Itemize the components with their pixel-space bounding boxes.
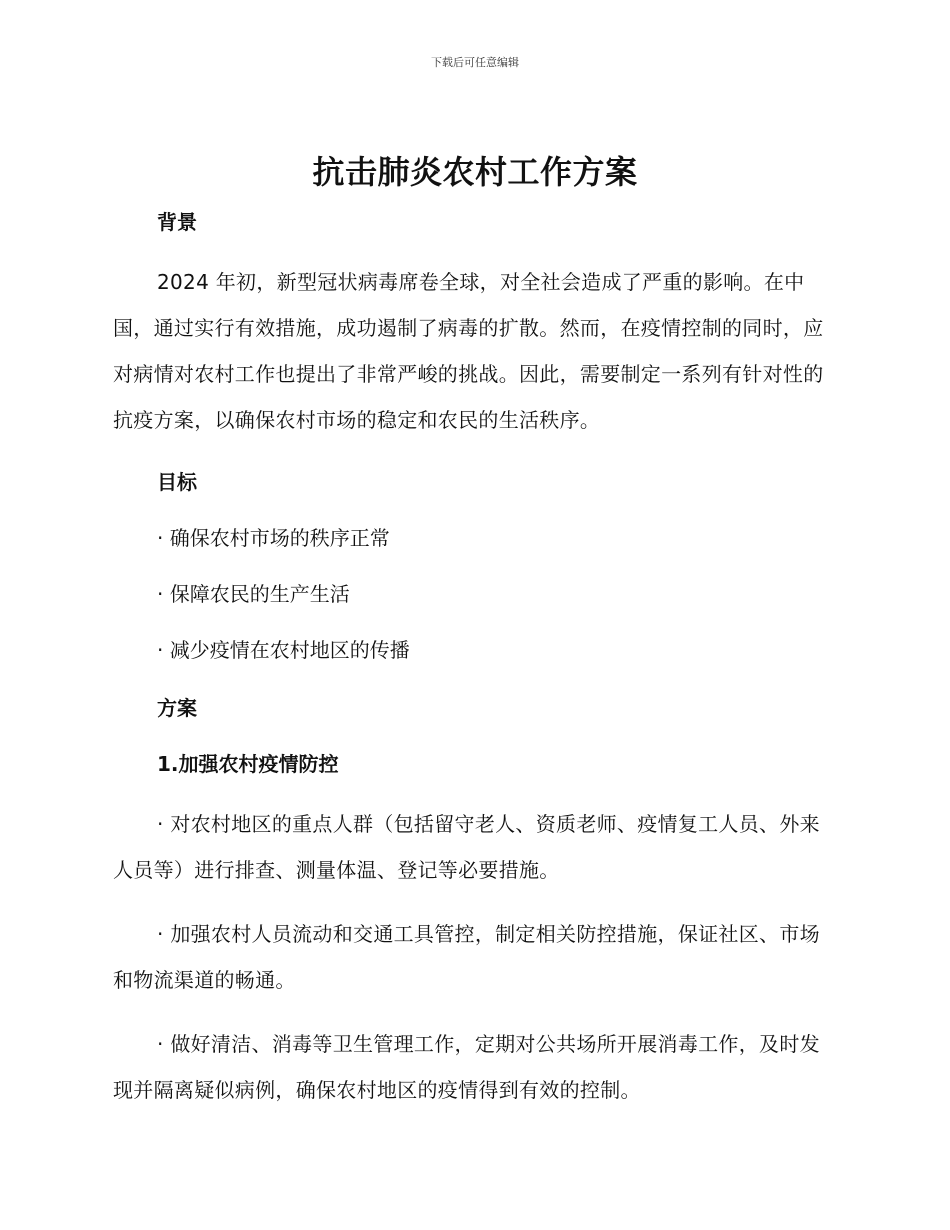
plan-item: · 加强农村人员流动和交通工具管控，制定相关防控措施，保证社区、市场和物流渠道的畅通。 [113,922,820,992]
section-heading-goals: 目标 [157,470,197,494]
document-title: 抗击肺炎农村工作方案 [312,153,638,191]
background-paragraph: 2024 年初，新型冠状病毒席卷全球，对全社会造成了严重的影响。在中国，通过实行有效措施，成功遏制了病毒的扩散。然而，在疫情控制的同时，应对病情对农村工作也提出了非常严峻的挑战。因此，需要制定一系列有针对性的抗疫方案，以确保农村市场的稳定和农民的生活秩序。 [113,270,824,432]
goal-item: · 减少疫情在农村地区的传播 [157,638,410,662]
section-heading-background: 背景 [157,210,197,234]
plan-item: · 做好清洁、消毒等卫生管理工作，定期对公共场所开展消毒工作，及时发现并隔离疑似病例，确保农村地区的疫情得到有效的控制。 [113,1032,820,1102]
plan-subheading: 1.加强农村疫情防控 [157,752,339,776]
goal-item: · 确保农村市场的秩序正常 [157,526,390,550]
header-note: 下载后可任意编辑 [431,56,519,69]
plan-item: · 对农村地区的重点人群（包括留守老人、资质老师、疫情复工人员、外来人员等）进行排查、测量体温、登记等必要措施。 [113,812,820,882]
goal-item: · 保障农民的生产生活 [157,582,350,606]
document-body [113,203,839,1113]
section-heading-plan: 方案 [157,696,197,720]
